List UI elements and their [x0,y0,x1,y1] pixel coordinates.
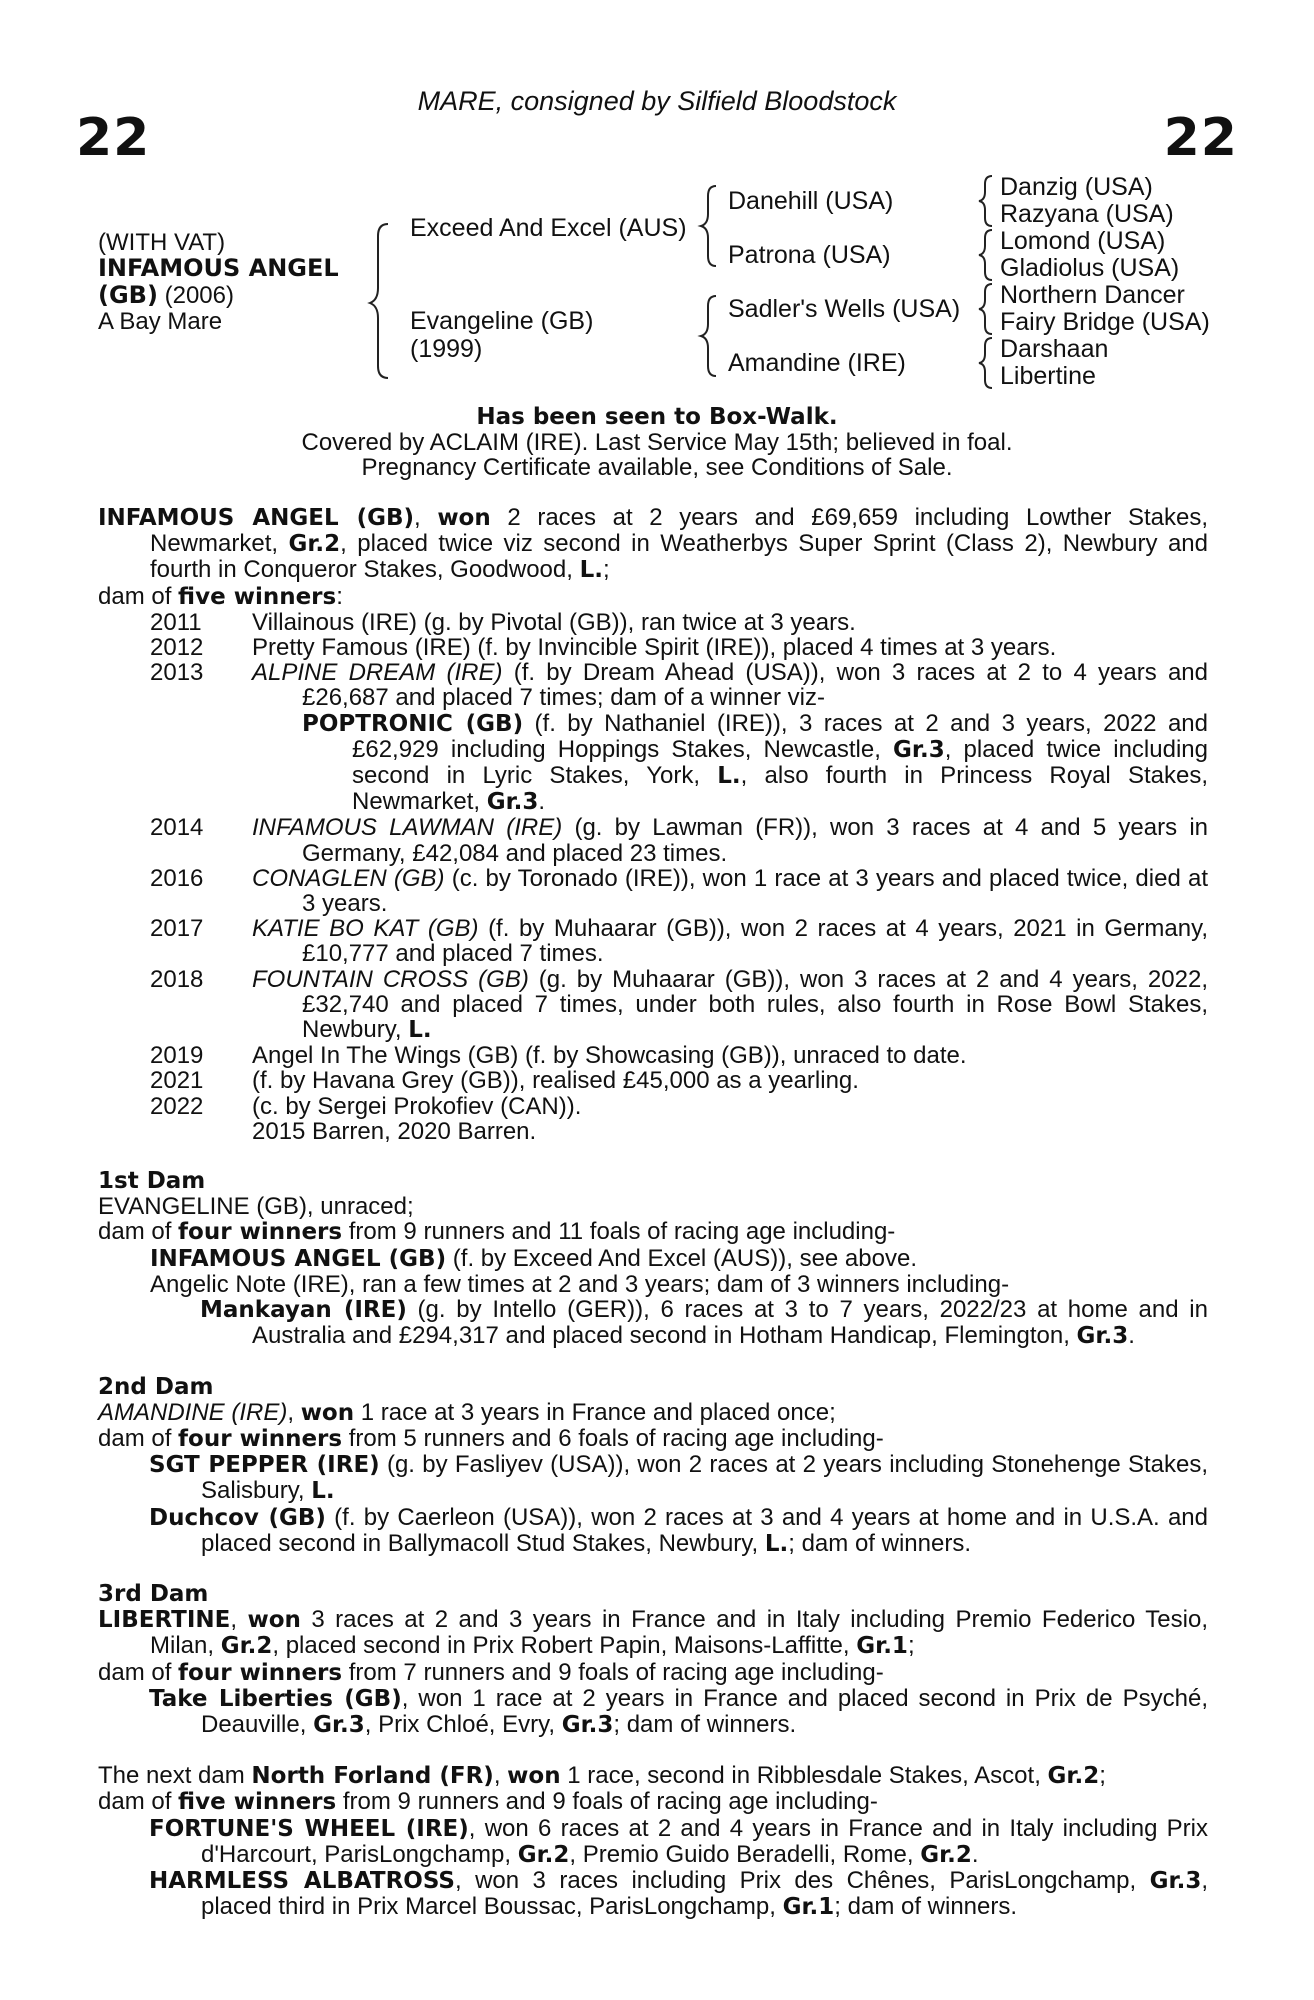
second-dam-heading: 2nd Dam [98,1373,214,1400]
first-dam-infamous: INFAMOUS ANGEL (GB) (f. by Exceed And Excel (AUS)), see above. [150,1244,917,1272]
sire-sire: Danehill (USA) [728,187,894,215]
produce-2022: 2022 (c. by Sergei Prokofiev (CAN)). [150,1092,582,1120]
gen3-6: Fairy Bridge (USA) [1000,308,1210,336]
first-dam-line: EVANGELINE (GB), unraced; [98,1193,414,1221]
produce-2016: 2016 CONAGLEN (GB) (c. by Toronado (IRE)), won 1 race at 3 years and placed twice, died at 3 years. [150,864,1208,918]
horse-origin-year: (GB) (2006) [98,281,234,309]
horse-description: A Bay Mare [98,308,223,335]
produce-intro: dam of five winners: [98,582,343,610]
produce-2019: 2019 Angel In The Wings (GB) (f. by Showcasing (GB)), unraced to date. [150,1042,967,1070]
third-dam-heading: 3rd Dam [98,1580,209,1607]
produce-2017: 2017 KATIE BO KAT (GB) (f. by Muhaarar (GB)), won 2 races at 4 years, 2021 in Germany, £10,777 and placed 7 times. [150,915,1208,968]
dam-year: (1999) [410,335,483,363]
covered-note: Covered by ACLAIM (IRE). Last Service May 15th; believed in foal. [301,429,1013,456]
vat-label: (WITH VAT) [98,229,226,256]
third-dam-take-liberties: Take Liberties (GB), won 1 race at 2 years in France and placed second in Prix de Psyché, Deauville, Gr.3, Prix Chloé, Evry, Gr.3; dam of winners. [149,1684,1208,1738]
produce-2012: 2012 Pretty Famous (IRE) (f. by Invincible Spirit (IRE)), placed 4 times at 3 years. [150,634,1057,662]
produce-2021: 2021 (f. by Havana Grey (GB)), realised £45,000 as a yearling. [150,1067,859,1095]
gen3-8: Libertine [1000,362,1096,390]
boxwalk-note: Has been seen to Box-Walk. [476,404,838,430]
third-dam-line: LIBERTINE, won 3 races at 2 and 3 years in France and in Italy including Premio Federico Tesio, Milan, Gr.2, placed second in Prix Robert Papin, Maisons-Laffitte, Gr.1; [98,1606,1209,1660]
gen3-3: Lomond (USA) [1000,227,1166,255]
gen3-2: Razyana (USA) [1000,200,1174,228]
produce-2011: 2011 Villainous (IRE) (g. by Pivotal (GB)), ran twice at 3 years. [150,608,856,636]
produce-2014: 2014 INFAMOUS LAWMAN (IRE) (g. by Lawman (FR)), won 3 races at 4 and 5 years in Germany, £42,084 and placed 23 times. [150,814,1208,867]
produce-barren: 2015 Barren, 2020 Barren. [252,1117,537,1145]
next-dam-produce: dam of five winners from 9 runners and 9 foals of racing age including- [98,1788,878,1816]
second-dam-sgt-pepper: SGT PEPPER (IRE) (g. by Fasliyev (USA)), won 2 races at 2 years including Stonehenge Stakes, Salisbury, L. [149,1451,1208,1505]
second-dam-duchcov: Duchcov (GB) (f. by Caerleon (USA)), won 2 races at 3 and 4 years at home and in U.S.A. and placed second in Ballymacoll Stud Stakes, Newbury, L.; dam of winners. [149,1503,1208,1557]
produce-2013: 2013 ALPINE DREAM (IRE) (f. by Dream Ahead (USA)), won 3 races at 2 to 4 years and £26,687 and placed 7 times; dam of a winner viz- [150,659,1208,712]
produce-2018: 2018 FOUNTAIN CROSS (GB) (g. by Muhaarar (GB)), won 3 races at 2 and 4 years, 2022, £32,740 and placed 7 times, under both rules, also fourth in Rose Bowl Stakes, Newbury, L. [150,965,1208,1044]
first-dam-produce: dam of four winners from 9 runners and 11 foals of racing age including- [98,1218,896,1246]
mare-record: INFAMOUS ANGEL (GB), won 2 races at 2 years and £69,659 including Lowther Stakes, Newmarket, Gr.2, placed twice viz second in Weatherbys Super Sprint (Class 2), Newbury and fourth in Conqueror Stakes, Goodwood, L.; [98,504,1208,584]
next-dam-fortunes-wheel: FORTUNE'S WHEEL (IRE), won 6 races at 2 and 4 years in France and in Italy including Prix d'Harcourt, ParisLongchamp, Gr.2, Premio Guido Beradelli, Rome, Gr.2. [149,1814,1209,1868]
first-dam-heading: 1st Dam [98,1168,206,1195]
sire-dam: Patrona (USA) [728,241,891,269]
sire: Exceed And Excel (AUS) [410,214,687,242]
lot-number-right: 22 [1163,108,1238,168]
gen3-4: Gladiolus (USA) [1000,254,1180,282]
horse-name: INFAMOUS ANGEL [98,254,339,282]
next-dam-harmless-albatross: HARMLESS ALBATROSS, won 3 races including Prix des Chênes, ParisLongchamp, Gr.3, placed third in Prix Marcel Boussac, ParisLongchamp, Gr.1; dam of winners. [149,1866,1208,1921]
next-dam-line: The next dam North Forland (FR), won 1 race, second in Ribblesdale Stakes, Ascot, Gr.2; [98,1762,1106,1790]
gen3-5: Northern Dancer [1000,281,1185,309]
pregnancy-note: Pregnancy Certificate available, see Conditions of Sale. [361,454,953,481]
first-dam-mankayan: Mankayan (IRE) (g. by Intello (GER)), 6 races at 3 to 7 years, 2022/23 at home and in Australia and £294,317 and placed second in Hotham Handicap, Flemington, Gr.3. [200,1296,1208,1350]
poptronic-record: POPTRONIC (GB) (f. by Nathaniel (IRE)), 3 races at 2 and 3 years, 2022 and £62,929 including Hoppings Stakes, Newcastle, Gr.3, placed twice including second in Lyric Stakes, York, L., also fourth in Princess Royal Stakes, Newmarket, Gr.3. [302,709,1208,816]
lot-number-left: 22 [76,108,151,168]
first-dam-angelic: Angelic Note (IRE), ran a few times at 2 and 3 years; dam of 3 winners including- [150,1270,1010,1298]
dam: Evangeline (GB) [410,307,594,335]
second-dam-line: AMANDINE (IRE), won 1 race at 3 years in France and placed once; [98,1398,836,1426]
consignment-title: MARE, consigned by Silfield Bloodstock [417,86,897,116]
gen3-7: Darshaan [1000,335,1109,363]
second-dam-produce: dam of four winners from 5 runners and 6 foals of racing age including- [98,1424,884,1452]
third-dam-produce: dam of four winners from 7 runners and 9 foals of racing age including- [98,1658,884,1686]
race-record [98,505,1208,1920]
gen3-1: Danzig (USA) [1000,173,1153,201]
dam-dam: Amandine (IRE) [728,349,906,377]
dam-sire: Sadler's Wells (USA) [728,295,961,323]
